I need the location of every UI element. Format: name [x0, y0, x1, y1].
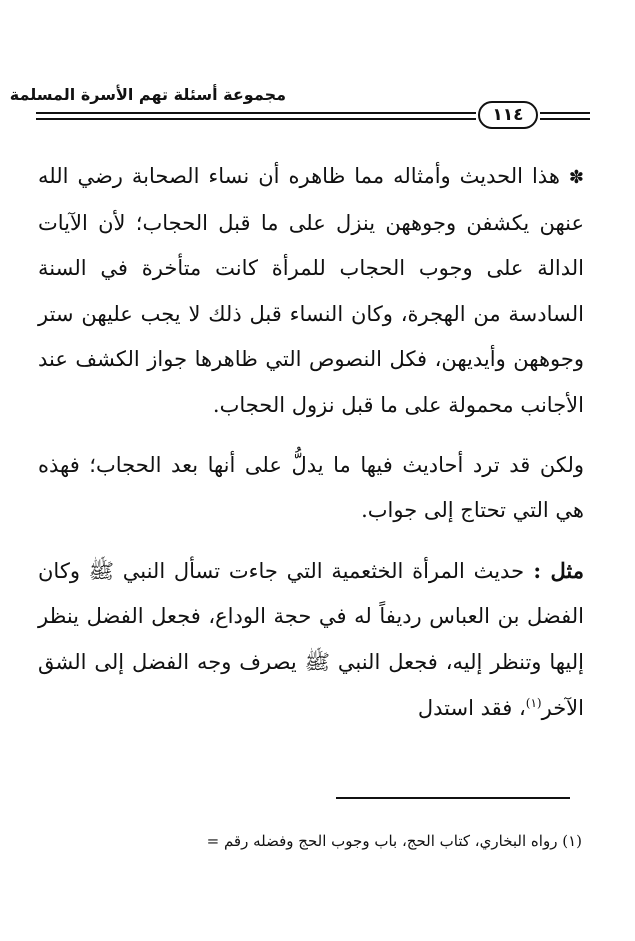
example-label: مثل — [550, 557, 584, 583]
header-rule-left-upper — [36, 112, 476, 114]
main-text — [38, 154, 584, 731]
header-rule-left-lower — [36, 118, 476, 120]
page-number: ١١٤ — [478, 101, 538, 129]
paragraph-1 — [38, 154, 584, 429]
footnote-number: (١) — [562, 832, 582, 850]
paragraph-3-tail: ، فقد استدل — [417, 695, 526, 720]
paragraph-3-text: حديث المرأة الخثعمية التي جاءت تسأل النبي ﷺ وكان الفضل بن العباس رديفاً له في حجة الوداع، فجعل الفضل ينظر إليها وتنظر إليه، فجعل النبي ﷺ يصرف وجه الفضل إلى الشق الآخر — [38, 558, 585, 720]
paragraph-2 — [38, 443, 584, 534]
paragraph-2-text: ولكن قد ترد أحاديث فيها ما يدلُّ على أنها بعد الحجاب؛ فهذه هي التي تحتاج إلى جواب. — [38, 452, 584, 523]
running-header-title: مجموعة أسئلة تهم الأسرة المسلمة — [9, 85, 286, 104]
paragraph-star-icon: ✽ — [568, 167, 584, 188]
footnote-separator — [336, 797, 570, 799]
example-colon: : — [524, 557, 551, 583]
paragraph-3 — [38, 548, 584, 731]
footnote — [24, 830, 582, 852]
paragraph-1-text: هذا الحديث وأمثاله مما ظاهره أن نساء الصحابة رضي الله عنهن يكشفن وجوههن ينزل على ما قبل الحجاب؛ لأن الآيات الدالة على وجوب الحجاب للمرأة كانت متأخرة في السنة السادسة من الهجرة، وكان النساء قبل ذلك لا يجب عليهن ستر وجوههن وأيديهن، فكل النصوص التي ظاهرها جواز الكشف عند الأجانب محمولة على ما قبل نزول الحجاب. — [38, 164, 584, 417]
footnote-text: رواه البخاري، كتاب الحج، باب وجوب الحج وفضله رقم = — [206, 832, 558, 850]
header-rule-right-upper — [540, 112, 590, 114]
header-rule-right-lower — [540, 118, 590, 120]
footnote-reference[interactable]: (١) — [525, 695, 542, 710]
